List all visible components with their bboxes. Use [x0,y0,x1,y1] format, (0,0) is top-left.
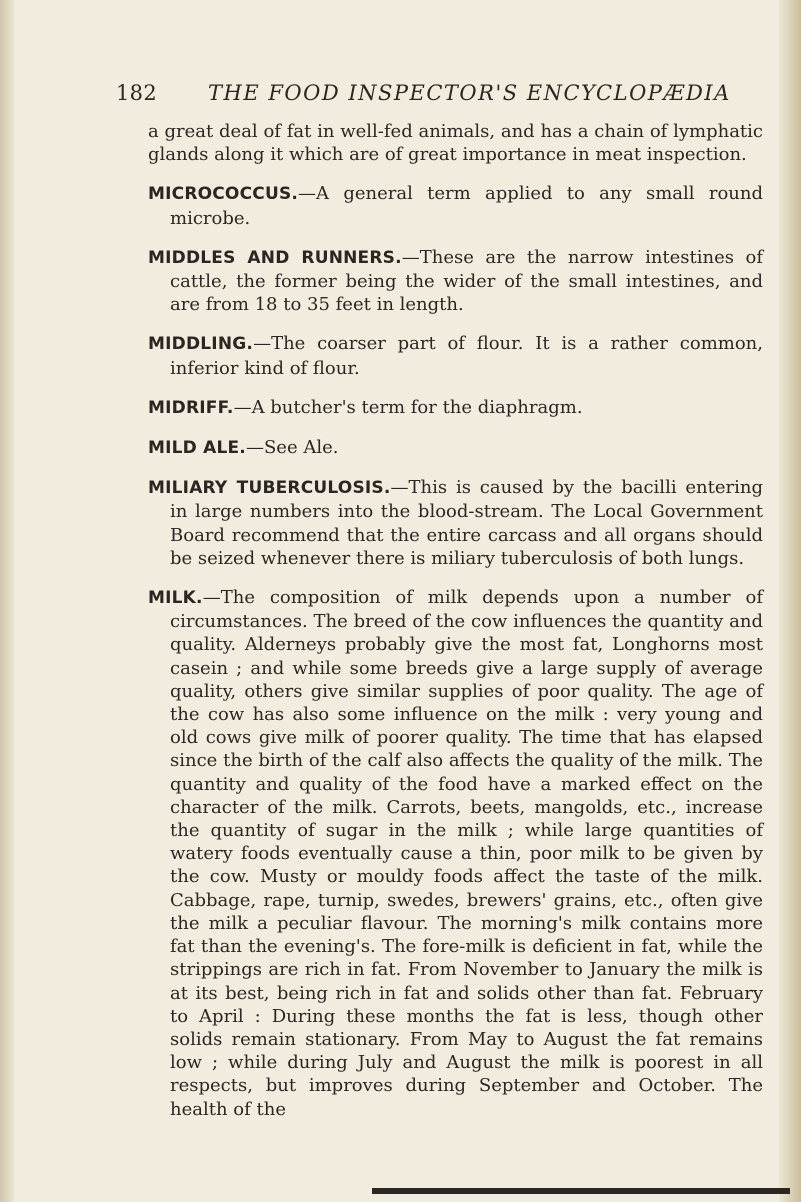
page-edge-left [0,0,14,1202]
entry-headword: MILD ALE. [148,438,246,459]
page-edge-right [779,0,801,1202]
entry-headword: MILIARY TUBERCULOSIS. [148,478,391,499]
entry-middles-and-runners [148,246,763,317]
entry-miliary-tuberculosis [148,476,763,570]
entry-middling [148,332,763,379]
running-title: THE FOOD INSPECTOR'S ENCYCLOPÆDIA [208,81,731,105]
page-number: 182 [116,81,157,105]
entry-headword: MILK. [148,588,203,609]
entry-headword: MIDDLES AND RUNNERS. [148,247,402,268]
entry-definition: —A general term applied to any small round microbe. [170,183,763,229]
entry-micrococcus [148,182,763,229]
entry-milk [148,586,763,1121]
entry-midriff [148,396,763,420]
entry-definition: —The composition of milk depends upon a number of circumstances. The breed of the cow influences the quantity and quality. Alderneys probably give the most fat, Longhorns most casein ; and while some breeds give a large supply of average quality, others give similar supplies of poor quality. The age of the cow has also some influence on the milk : very young and old cows give milk of poorer quality. The time that has elapsed since the birth of the calf also affects the quality of the milk. The quantity and quality of the food have a marked effect on the character of the milk. Carrots, beets, mangolds, etc., increase the quantity of sugar in the milk ; while large quantities of watery foods eventually cause a thin, poor milk to be given by the cow. Musty or mouldy foods affect the taste of the milk. Cabbage, rape, turnip, swedes, brewers' grains, etc., often give the milk a peculiar flavour. The morning's milk contains more fat than the evening's. The fore-milk is deficient in fat, while the strippings are rich in fat. From November to January the milk is at its best, being rich in fat and solids other than fat. February to April : During these months the fat is less, though other solids remain stationary. From May to August the fat remains low ; while during July and August the milk is poorest in all respects, but improves during September and October. The health of the [170,587,763,1120]
entry-headword: MIDRIFF. [148,397,234,418]
entry-definition: —This is caused by the bacilli entering in large numbers into the blood-stream. The Local Government Board recommend that the entire carcass and all organs should be seized whenever there is miliary tuberculosis of both lungs. [170,477,764,569]
page-body [148,120,763,1137]
entry-mild-ale [148,436,763,460]
entry-definition: —The coarser part of flour. It is a rather common, inferior kind of flour. [170,333,763,379]
entry-definition: —These are the narrow intestines of cattle, the former being the wider of the small intestines, and are from 18 to 35 feet in length. [170,246,763,316]
entry-definition: —A butcher's term for the diaphragm. [233,396,583,418]
running-header [116,78,756,108]
entry-headword: MIDDLING. [148,334,254,355]
entry-headword: MICROCOCCUS. [148,184,299,205]
continuation-paragraph: a great deal of fat in well-fed animals, and has a chain of lymphatic glands along it which are of great importance in meat inspection. [148,121,763,166]
entry-definition: —See Ale. [245,437,339,459]
bottom-rule [372,1188,790,1194]
